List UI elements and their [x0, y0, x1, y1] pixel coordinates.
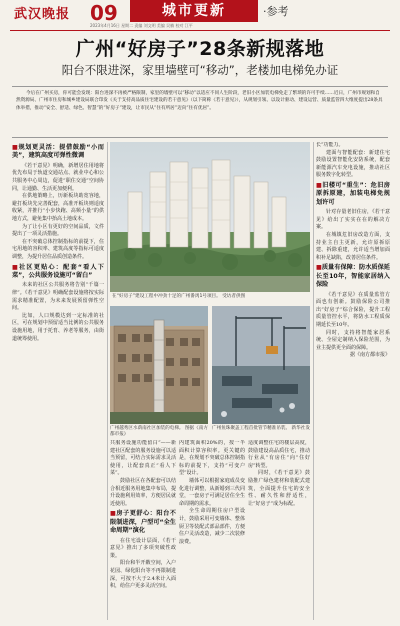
paragraph: 长”功能力。 [316, 142, 344, 148]
section-title-quality: ■质量有保障：防水质保延长至10年，智能家居纳入保险 [316, 264, 390, 289]
page-headline: 广州“好房子”28条新规落地 [75, 38, 325, 60]
paragraph: 鼓励社区在各配套可以结合相近服务用地集中布局，提升设施利用效率，方便居民就近使用。 [110, 477, 176, 507]
paragraph: 未来的社区公共服务将告别“千篇一律”。《若干意见》明确配套设施将按实际需求精准配置，为未来发展预留弹性空间。 [12, 282, 104, 312]
paragraph: 比如，人口规模达到一定标准的社区，可在规划中预留适当比例的公共服务设施用地，用于托育、养老等服务，由街道统筹使用。 [12, 312, 104, 342]
elevator-photo [110, 306, 208, 424]
paragraph: 为了让小区有更好的空间品质，文件提出了一项灵活措施。 [12, 223, 104, 238]
bottom-column-3 [248, 440, 310, 620]
section-title-community: ■社区更贴心：配套“看人下菜”，公共服务设施可“留白” [12, 263, 104, 279]
right-column [316, 142, 390, 620]
page-number: 09 [90, 1, 118, 25]
column-divider [313, 142, 314, 620]
paragraph: 全生命周期住房户型设计，鼓励采用可变墙体、整体厨卫等装配式部品部件，方便住户灵活改造，减少二次装修浪费。 [179, 508, 245, 545]
section-title-comfort: ■房子更舒心：阳台不限制进深，户型可“全生命周期”演化 [110, 510, 176, 535]
construction-site-illustration [212, 306, 310, 424]
newspaper-logo: 武汉晚报 [14, 7, 71, 22]
section-banner: 城市更新 [130, 0, 258, 22]
paragraph: 针对存量老旧住房，《若干意见》给出了实实在在的解决方案。 [316, 209, 390, 231]
paragraph: 阳台和半开敞空间，入户花园、绿化阳台等不再限制进深，可按不大于2.4米计入面积，给住户更多灵活空间。 [110, 560, 176, 590]
lead-paragraph: 今后在广州买房，你可能会发现：阳台进深不再被严格限制，家里的墙壁可以“移动”以适应不同人生阶段，老旧小区加装电梯免走了繁琐的许可手续……近日，广州市规划和自然资源局、广州市住房和城乡建设局联合印发《关于支持高品质住宅建设的若干意见》（以下简称《若干意见》），从规划引领、以设计驱动、建设运营、质量监管四大维度提出28条具体举措，推动“安全、舒适、绿色、智慧”的“好房子”建设，让市民从“住有所居”迈向“住有优居”。 [12, 86, 388, 138]
bottom-column-2 [179, 440, 245, 620]
construction-photo-caption: 广州鱼珠聚盖工程首批管节精准吊装。 新华社发 [212, 426, 310, 431]
residential-towers-illustration [110, 142, 310, 292]
paragraph: 《若干意见》明确，新增居住用地将优先布局于轨道交通站点、就业中心和公共服务中心周边，促进“职住交通”空间协同，让通勤、生活更加便利。 [12, 162, 104, 192]
elevator-photo-caption: 广州越秀区水荫南社区加装的电梯。 图据《南方都市报》 [110, 426, 208, 437]
page-subheadline: 阳台不限进深，家里墙壁可“移动”，老楼加电梯免办证 [61, 63, 339, 77]
paragraph: 同时，支持将智能家居系统、全屋定制纳入保险范围，为业主提供更全面的保障。 [316, 329, 390, 351]
paragraph: 在城镇危旧房改造方面，支持业主自主更新，允许原拆原建、拆除重建，允许适当增加面积补足缺陷，改善居住条件。 [316, 231, 390, 261]
paragraph: 适度调整住宅的楼层高度，鼓励建设高品质住宅，推动行业从“有房住”向“住好房”转型。 [248, 440, 310, 469]
section-title-renewal: ■旧楼可“重生”：危旧房原拆原建，加装电梯免规划许可 [316, 181, 390, 206]
issue-info: 2023年4月16日 星期二 责编 刘文明 美编 吴楠 校对 江平 [90, 23, 193, 28]
paragraph: 在不突破总体控制指标的前提下，住宅用地的容积率、建筑高度等指标可适度调整，为提升居住品质创造条件。 [12, 238, 104, 260]
paragraph: 墙体可以根据家庭成员变化进行调整，从新婚到三代同堂，一套房子可满足居住全生命周期的需求。 [179, 477, 245, 507]
masthead [0, 0, 400, 32]
paragraph: 内建筑面积20%的，按一半面积计算容积率。更关键的是，在规划不突破总体控制指标的前提下，支持“可变户型”设计。 [179, 440, 245, 477]
section-reference: ·参考 [263, 5, 289, 18]
main-photo-caption: 在“好房子”建设工程中冲劲十足的广州番禺1号项目。 受访者供图 [112, 294, 246, 299]
section-title-planning: ■规划更灵活：提借鼓励“小而美”，建筑高度可弹性微调 [12, 144, 104, 160]
paragraph: 《若干意见》在质量监管方面也有创新。鼓励保险公司推出“好房子”综合保险，提升工程质量管控水平，将防水工程质保期延长至10年。 [316, 291, 390, 328]
paragraph: 在住宅设计层面，《若干意见》推出了多项突破性政策。 [110, 537, 176, 559]
masthead-rule [10, 30, 390, 31]
paragraph: 共服务设施功能留白”——新建社区配套的服务设施可以适当预留，可结合实际需求灵活使用，让配套真正“看人下菜”。 [110, 440, 176, 477]
construction-photo [212, 306, 310, 424]
paragraph: 同时，《若干意见》鼓励推广绿色建材和装配式建筑，全面提升住宅的安全性、耐久性和舒适性，让“好房子”成为标配。 [248, 470, 310, 507]
left-column [12, 142, 104, 620]
old-building-elevator-illustration [110, 306, 208, 424]
column-divider [107, 142, 108, 620]
bottom-column-1 [110, 440, 176, 620]
paragraph: 建面与智能配套：新建住宅鼓励设置智能化安防系统，配套新能源汽车充电设施，推动社区服务数字化转型。 [316, 149, 390, 179]
paragraph: 在供地策略上，历新板块助宽容地，避打板块先完善配套，高准开板块则适度收紧，并推行“小步快跑、高频小量”的供地方式，避免集中抬高土地成本。 [12, 193, 104, 222]
article-credit: 据《南方都市报》 [349, 352, 390, 359]
main-photo [110, 142, 310, 292]
